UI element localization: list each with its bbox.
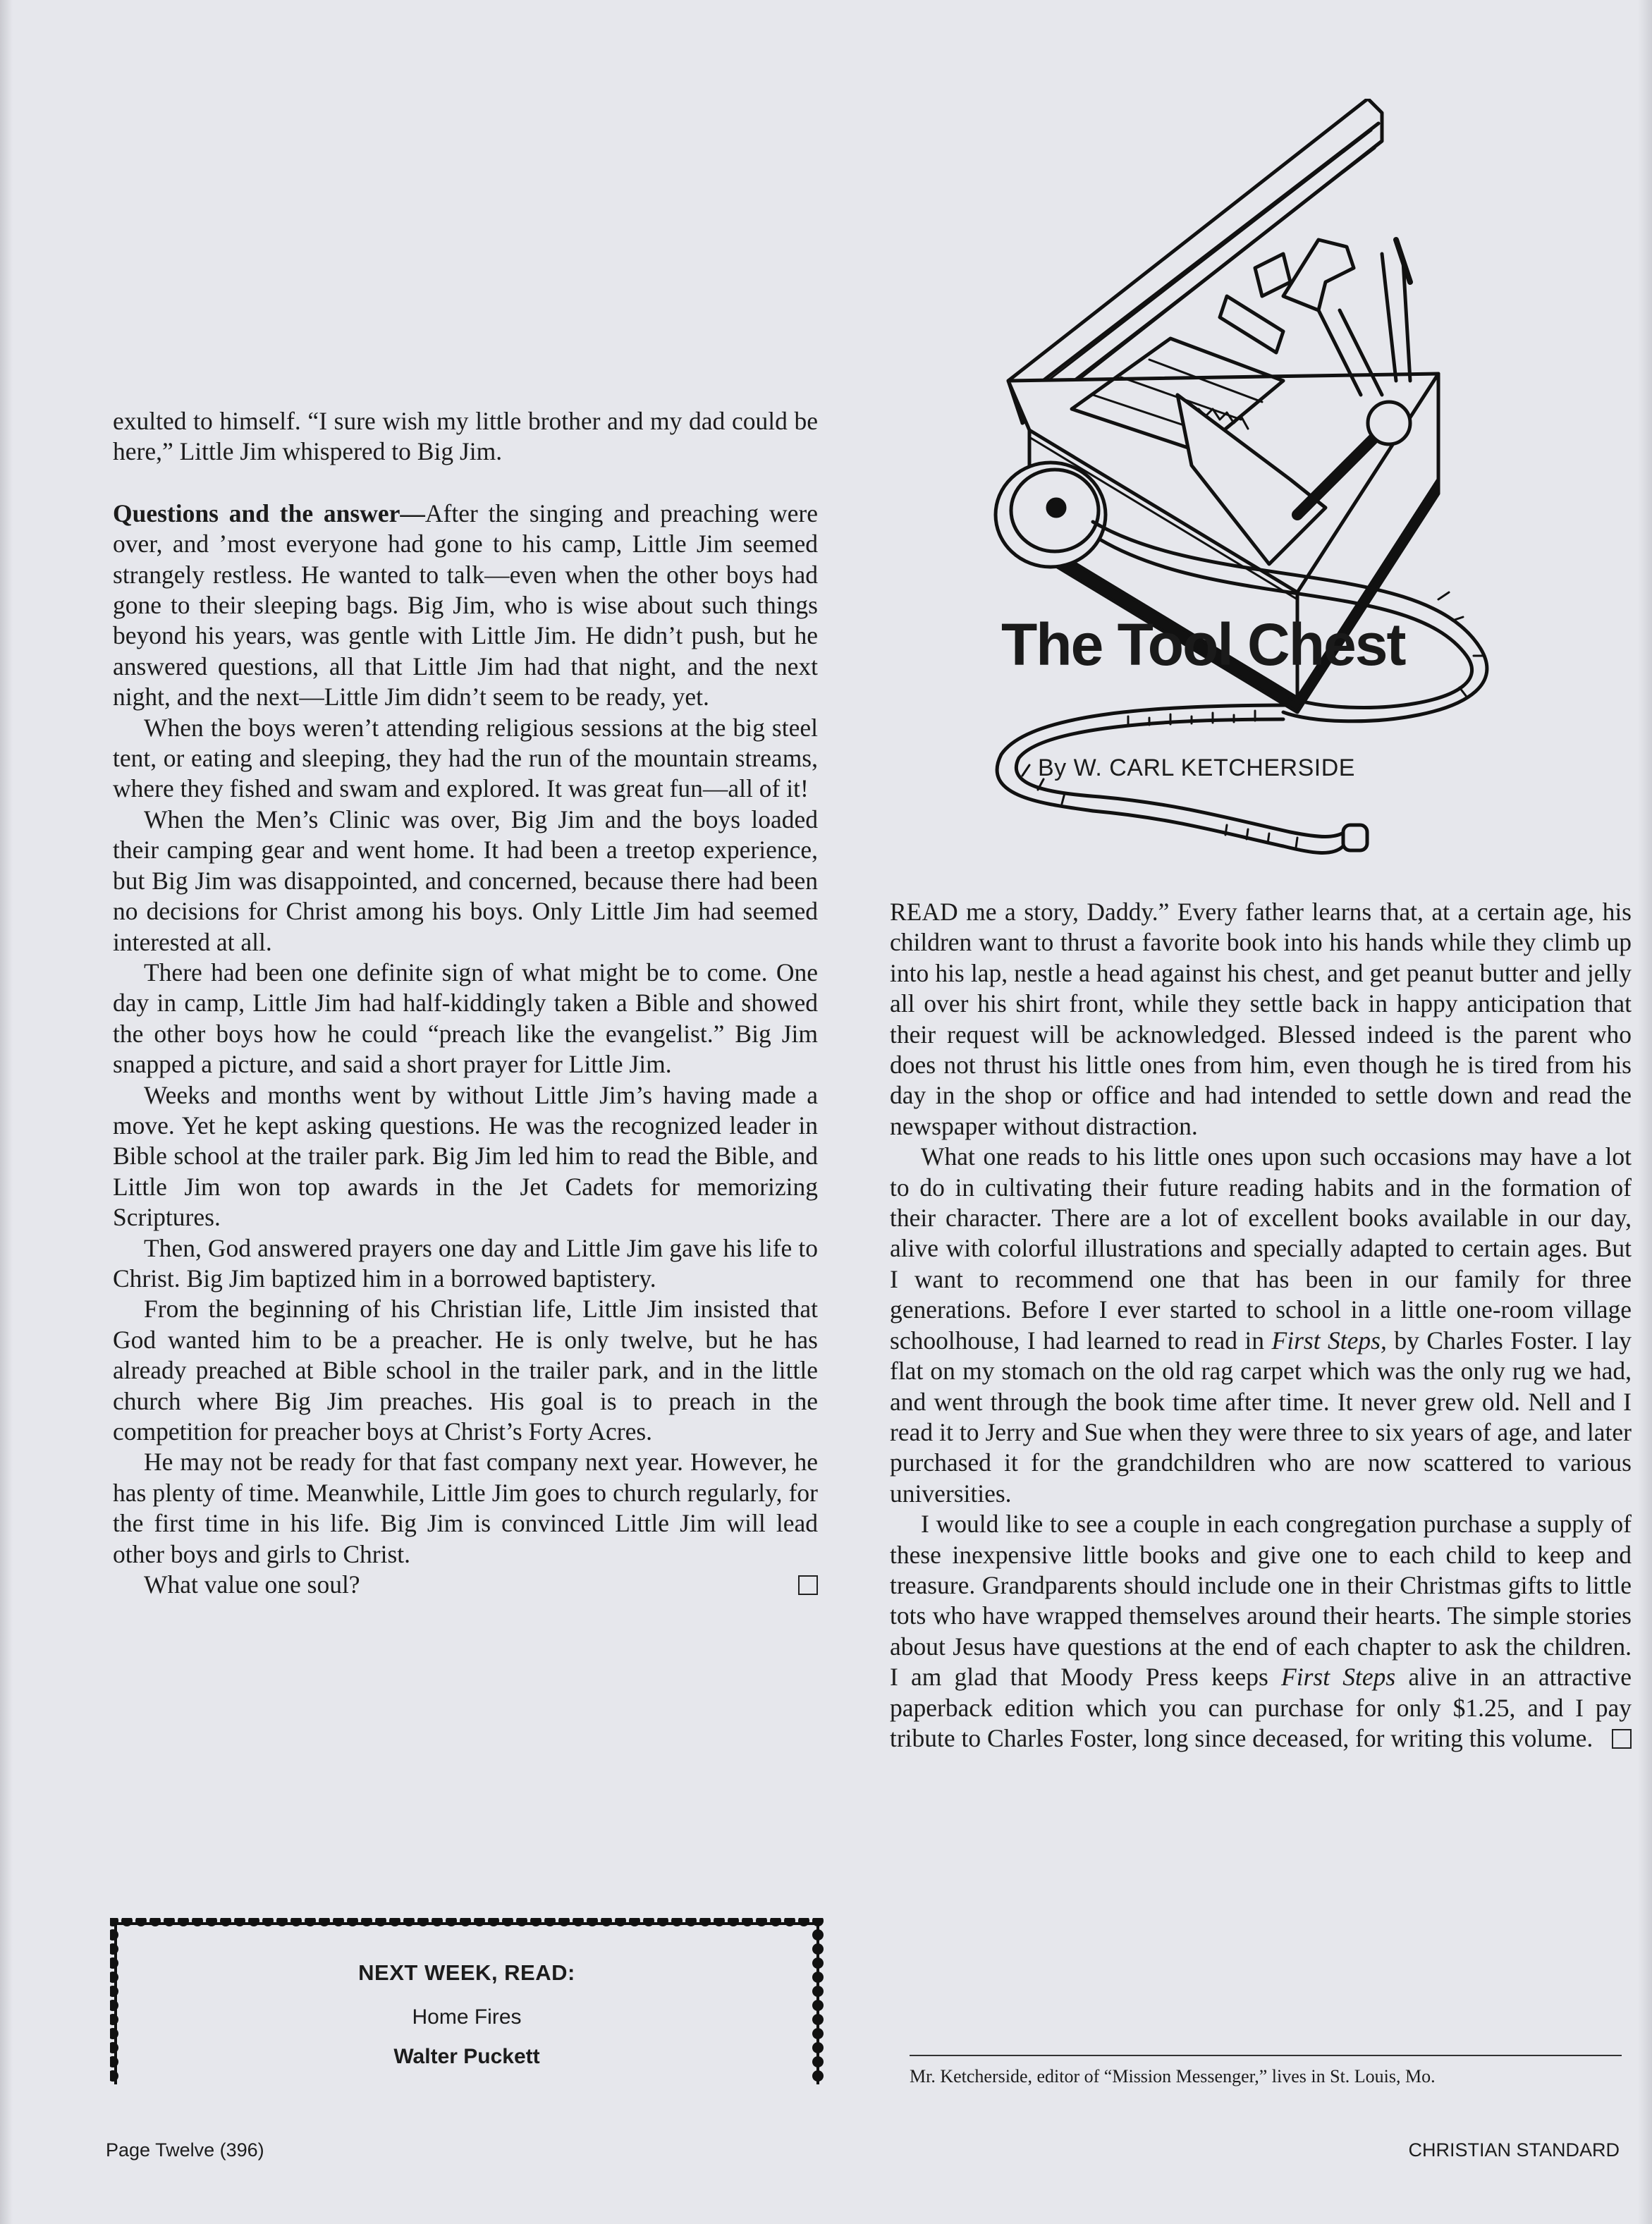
paragraph-questions: Questions and the answer—After the singing and preaching were over, and ’most everyone had gone to his camp, Little Jim seemed strangely restless. He wanted to talk—even when the other boys had gone to their sleeping bags. Big Jim, who is wise about such things beyond his years, was gentle with Little Jim. He didn’t push, but he answered questions, all that Little Jim had that night, and the next night, and the next—Little Jim didn’t seem to be ready, yet. <box>113 499 818 711</box>
paragraph: Weeks and months went by without Little Jim’s having made a move. Yet he kept asking questions. He was the recognized leader in Bible school at the trailer park. Big Jim led him to read the Bible, and Little Jim won top awards in the Jet Cadets for memorizing Scriptures. <box>113 1080 818 1232</box>
paragraph: From the beginning of his Christian life, Little Jim insisted that God wanted him to be a preacher. He is only twelve, but he has already preached at Bible school in the trailer park, and in the little church where Big Jim preaches. His goal is to preach in the competition for preacher boys at Christ’s Forty Acres. <box>113 1295 818 1446</box>
next-week-box <box>106 1914 828 2084</box>
article-title: The Tool Chest <box>1001 611 1405 678</box>
paragraph-final: I would like to see a couple in each congregation purchase a supply of these inexpensive little books and give one to each child to keep and treasure. Grandparents should include one in their Christmas gifts to little tots who have wrapped themselves around their hearts. The simple stories about Jesus have questions at the end of each chapter to ask the children. I am glad that Moody Press keeps First Steps alive in an attractive paperback edition which you can purchase for only $1.25, and I pay tribute to Charles Foster, long since deceased, for writing this volume. <box>890 1510 1632 1752</box>
paragraph: Then, God answered prayers one day and Little Jim gave his life to Christ. Big Jim baptized him in a borrowed baptistery. <box>113 1233 818 1293</box>
page-folio: Page Twelve (396) <box>106 2139 264 2161</box>
paragraph-final: What value one soul? <box>113 1570 818 1600</box>
end-mark-icon <box>1612 1729 1632 1749</box>
paragraph: When the boys weren’t attending religious sessions at the big steel tent, or eating and sleeping, they had the run of the mountain streams, where they fished and swam and explored. It was great fun—all of it! <box>113 713 818 803</box>
next-week-title: Home Fires <box>412 2005 522 2029</box>
page-edge-shadow-right <box>1638 0 1652 2224</box>
article-byline: By W. CARL KETCHERSIDE <box>1038 754 1355 781</box>
next-week-heading: NEXT WEEK, READ: <box>358 1960 575 1985</box>
next-week-author: Walter Puckett <box>393 2045 540 2068</box>
left-column-story <box>113 406 818 1600</box>
paragraph: When the Men’s Clinic was over, Big Jim and the boys loaded their camping gear and went home. It had been a treetop experience, but Big Jim was disappointed, and concerned, because there had been no decisions for Christ among his boys. Only Little Jim had seemed interested at all. <box>113 805 818 956</box>
author-footnote: Mr. Ketcherside, editor of “Mission Messenger,” lives in St. Louis, Mo. <box>910 2055 1622 2087</box>
right-column-article <box>890 897 1632 1754</box>
book-title: First Steps <box>1281 1663 1396 1692</box>
paragraph: What one reads to his little ones upon such occasions may have a lot to do in cultivating their future reading habits and in the formation of their character. There are a lot of excellent books available in our day, alive with colorful illustrations and specially adapted to certain ages. But I want to recommend one that has been in our family for three generations. Before I ever started to school in a little one-room village schoolhouse, I had learned to read in First Steps, by Charles Foster. I lay flat on my stomach on the old rag carpet which was the only rug we had, and went through the book time after time. It never grew old. Nell and I read it to Jerry and Sue when they were three to six years of age, and later purchased it for the grandchildren who are now scattered to various universities. <box>890 1142 1632 1508</box>
book-title: First Steps, <box>1271 1326 1387 1355</box>
page-edge-shadow-left <box>0 0 13 2224</box>
section-lead-in: Questions and the answer— <box>113 499 425 527</box>
paragraph: READ me a story, Daddy.” Every father learns that, at a certain age, his children want to thrust a favorite book into his hands while they climb up into his lap, nestle a head against his chest, and get peanut butter and jelly all over his shirt front, while they settle back in happy anticipation that their request will be acknowledged. Blessed indeed is the parent who does not thrust his little ones from him, even though he is tired from his day in the shop or office and had intended to settle down and read the newspaper without distraction. <box>890 898 1632 1140</box>
publication-name: CHRISTIAN STANDARD <box>1408 2139 1620 2161</box>
paragraph: exulted to himself. “I sure wish my little brother and my dad could be here,” Little Jim whispered to Big Jim. <box>113 407 818 466</box>
paragraph: There had been one definite sign of what might be to come. One day in camp, Little Jim had half-kiddingly taken a Bible and showed the other boys how he could “preach like the evangelist.” Big Jim snapped a picture, and said a short prayer for Little Jim. <box>113 958 818 1079</box>
end-mark-icon <box>798 1575 818 1595</box>
paragraph: He may not be ready for that fast company next year. However, he has plenty of time. Meanwhile, Little Jim goes to church regularly, for the first time in his life. Big Jim is convinced Little Jim will lead other boys and girls to Christ. <box>113 1448 818 1568</box>
